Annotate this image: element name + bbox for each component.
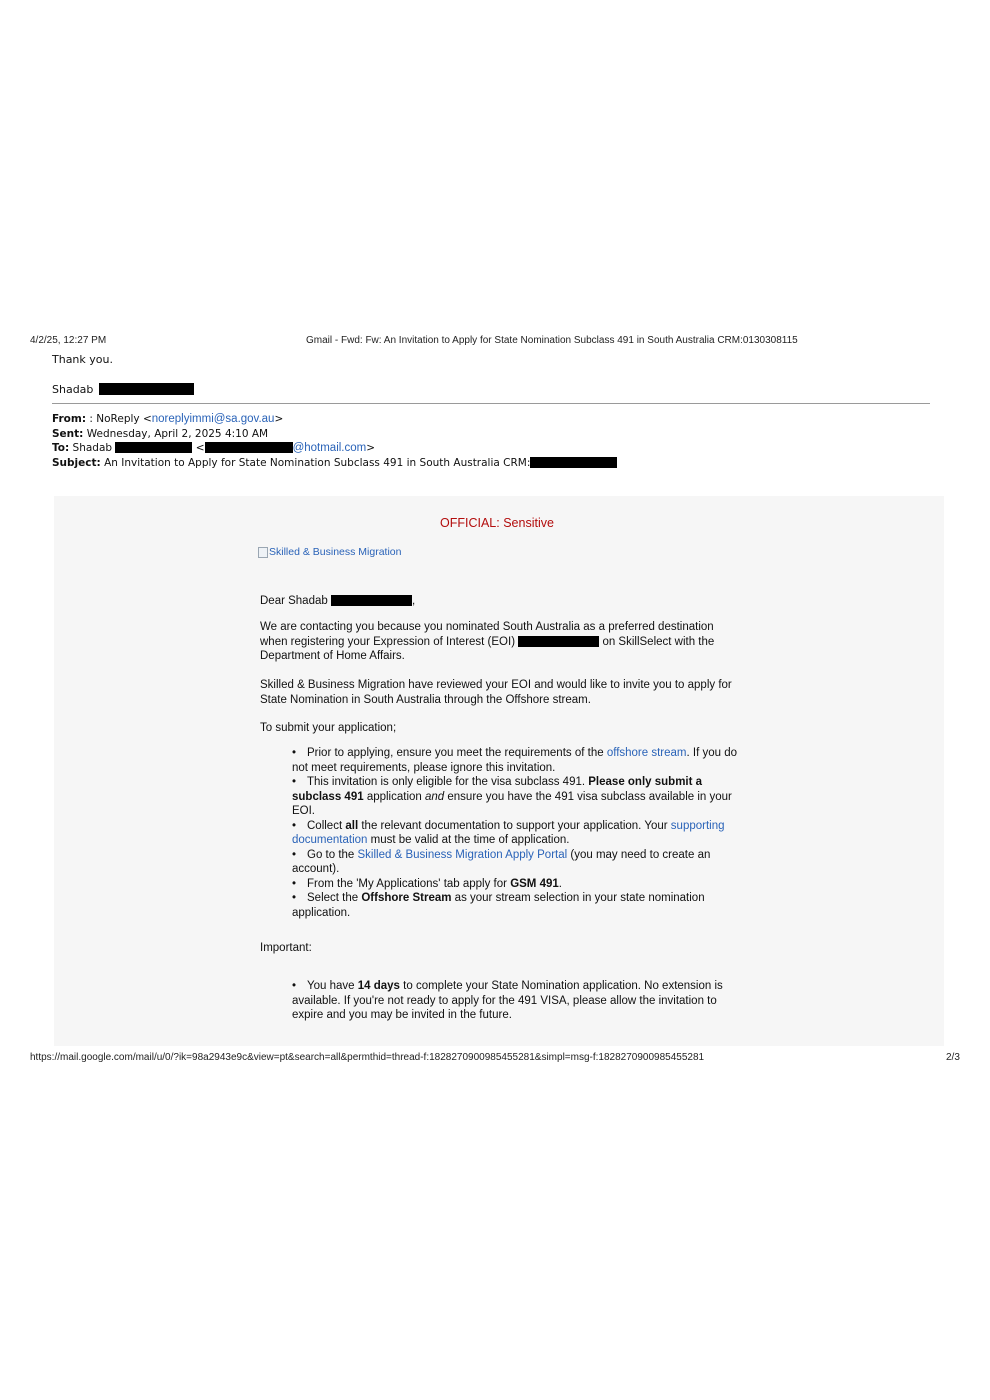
signature bbox=[52, 383, 194, 396]
supporting-documentation-link[interactable]: supporting documentation bbox=[292, 819, 725, 846]
from-close: > bbox=[274, 413, 284, 425]
to-name: Shadab bbox=[72, 442, 113, 454]
thank-you-text: Thank you. bbox=[52, 353, 113, 366]
list-item bbox=[292, 877, 737, 892]
broken-image-icon bbox=[258, 547, 268, 558]
list-item-text: the relevant documentation to support your application. Your bbox=[361, 819, 668, 832]
list-item-text: Prior to applying, ensure you meet the requirements of the bbox=[307, 747, 604, 759]
list-item-italic: and bbox=[425, 790, 445, 803]
list-item-text: (you may need to create an account). bbox=[292, 848, 711, 875]
redaction-bar bbox=[115, 442, 192, 453]
list-item bbox=[292, 746, 737, 775]
important-label: Important: bbox=[260, 942, 312, 954]
offshore-stream-link[interactable]: offshore stream bbox=[606, 747, 687, 759]
list-item-text: to complete your State Nomination application. No extension is available. If you're not ready to apply for the 491 VISA, please allow the invitation to expire and you may be invited in the future. bbox=[292, 980, 723, 1021]
paragraph-2: Skilled & Business Migration have reviewed your EOI and would like to invite you to apply for State Nomination in South Australia through the Offshore stream. bbox=[260, 679, 732, 706]
list-item-text: Go to the bbox=[307, 848, 355, 861]
list-item bbox=[292, 979, 737, 1023]
subject-label: Subject: bbox=[52, 457, 101, 469]
important-list bbox=[292, 979, 737, 1023]
from-line bbox=[52, 413, 283, 425]
list-item-text: From the 'My Applications' tab apply for bbox=[307, 877, 507, 890]
bullet-icon: • bbox=[292, 819, 297, 832]
redaction-bar bbox=[518, 636, 599, 647]
redaction-bar bbox=[530, 457, 617, 468]
to-close: > bbox=[366, 442, 376, 454]
list-item-bold: GSM 491 bbox=[510, 877, 559, 890]
list-item-bold: Please only submit a subclass 491 bbox=[292, 776, 703, 803]
to-open: < bbox=[195, 442, 205, 454]
list-item-text: Select the bbox=[307, 892, 359, 904]
list-item bbox=[292, 819, 737, 848]
list-item-text: must be valid at the time of application. bbox=[370, 834, 570, 846]
from-email-link[interactable]: noreplyimmi@sa.gov.au bbox=[151, 413, 275, 425]
list-item-text: application bbox=[366, 790, 422, 803]
bullet-icon: • bbox=[292, 747, 297, 759]
print-url: https://mail.google.com/mail/u/0/?ik=98a2943e9c&view=pt&search=all&permthid=thread-f:1828270900985455281&simpl=msg-f:1828270900985455281 bbox=[30, 1052, 705, 1063]
to-email-link[interactable]: @hotmail.com bbox=[292, 442, 367, 454]
list-item bbox=[292, 848, 737, 877]
classification-label: OFFICIAL: Sensitive bbox=[440, 516, 554, 530]
list-item-text: . bbox=[558, 877, 562, 890]
sent-label: Sent: bbox=[52, 428, 84, 440]
paragraph-1-text-a: We are contacting you because you nominated South Australia as a preferred destination when registering your Expression of Interest (EOI) bbox=[260, 621, 714, 648]
list-item-text: This invitation is only eligible for the visa subclass 491. bbox=[307, 776, 586, 788]
list-item-text: ensure you have the 491 visa subclass available in your EOI. bbox=[292, 790, 732, 817]
redaction-bar bbox=[331, 595, 412, 606]
list-item-text: You have bbox=[307, 980, 355, 992]
print-page-number: 2/3 bbox=[946, 1052, 960, 1063]
print-datetime: 4/2/25, 12:27 PM bbox=[30, 335, 107, 346]
paragraph-1-text-b: on SkillSelect with the Department of Home Affairs. bbox=[260, 635, 715, 662]
sent-line bbox=[52, 428, 268, 440]
list-item-bold: all bbox=[345, 819, 359, 832]
subject-line bbox=[52, 457, 617, 469]
to-label: To: bbox=[52, 442, 70, 454]
instructions-list bbox=[292, 746, 737, 920]
bullet-icon: • bbox=[292, 892, 297, 904]
greeting bbox=[260, 594, 740, 609]
bullet-icon: • bbox=[292, 877, 297, 890]
paragraph-1 bbox=[260, 620, 735, 664]
sent-value: Wednesday, April 2, 2025 4:10 AM bbox=[86, 428, 269, 440]
list-item bbox=[292, 775, 737, 819]
redaction-bar bbox=[99, 383, 194, 395]
apply-portal-link[interactable]: Skilled & Business Migration Apply Portal bbox=[357, 848, 568, 861]
from-label: From: bbox=[52, 413, 87, 425]
to-line bbox=[52, 442, 375, 454]
bullet-icon: • bbox=[292, 980, 297, 992]
paragraph-3: To submit your application; bbox=[260, 722, 397, 734]
list-item-text: as your stream selection in your state nomination application. bbox=[292, 892, 705, 919]
greeting-suffix: , bbox=[411, 595, 416, 607]
signature-name: Shadab bbox=[52, 383, 94, 396]
list-item-text: Collect bbox=[307, 819, 343, 832]
print-page-title: Gmail - Fwd: Fw: An Invitation to Apply for State Nomination Subclass 491 in South Australia CRM:0130308115 bbox=[306, 335, 798, 346]
list-item-bold: 14 days bbox=[357, 980, 400, 992]
bullet-icon: • bbox=[292, 776, 297, 788]
list-item bbox=[292, 891, 737, 920]
subject-value: An Invitation to Apply for State Nomination Subclass 491 in South Australia CRM: bbox=[104, 457, 531, 469]
logo-alt-text: Skilled & Business Migration bbox=[269, 546, 402, 558]
list-item-bold: Offshore Stream bbox=[361, 892, 452, 904]
bullet-icon: • bbox=[292, 848, 297, 861]
redaction-bar bbox=[205, 442, 293, 453]
list-item-text: . If you do not meet requirements, please ignore this invitation. bbox=[292, 747, 738, 774]
greeting-prefix: Dear Shadab bbox=[260, 595, 328, 607]
from-name: : NoReply < bbox=[89, 413, 152, 425]
logo-image-link[interactable] bbox=[258, 546, 401, 558]
header-divider bbox=[52, 403, 930, 404]
